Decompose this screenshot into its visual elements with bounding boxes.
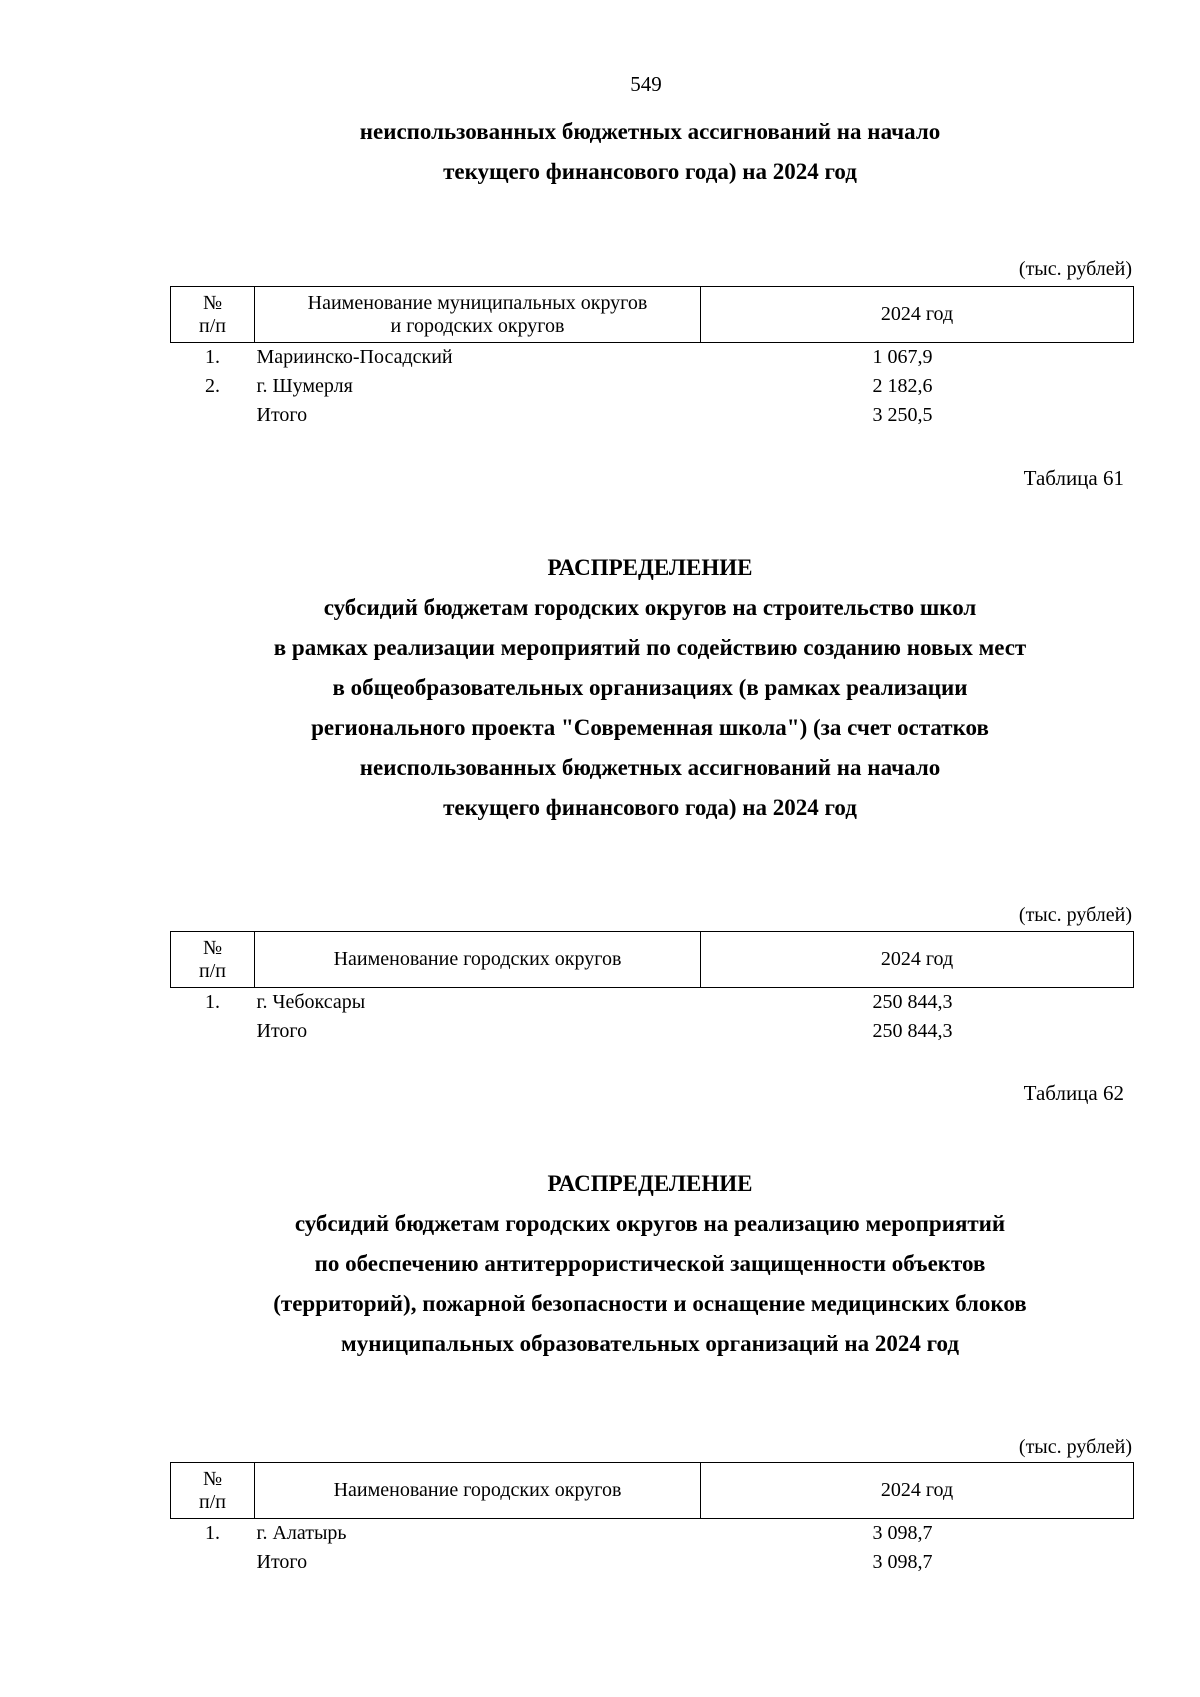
row-num: 1.	[205, 991, 220, 1013]
row-num: 2.	[205, 375, 220, 397]
table-row-total	[171, 1548, 1134, 1577]
heading-line: неиспользованных бюджетных ассигнований на начало	[359, 755, 941, 780]
row-value: 3 098,7	[872, 1551, 933, 1573]
row-num: 1.	[205, 346, 220, 368]
header-value: 2024 год	[701, 287, 1134, 343]
row-name: Мариинско-Посадский	[256, 346, 453, 368]
row-num	[171, 401, 255, 430]
heading-line: в рамках реализации мероприятий по содействию созданию новых мест	[273, 635, 1027, 660]
continued-heading	[150, 112, 1150, 192]
header-name: Наименование городских округов	[255, 932, 701, 988]
row-name: Итого	[256, 1551, 308, 1573]
heading-line: неиспользованных бюджетных ассигнований на начало	[359, 119, 941, 144]
header-name: Наименование муниципальных округов и городских округов	[255, 287, 701, 343]
page-number: 549	[630, 72, 662, 96]
table-a	[170, 286, 1134, 430]
table-header-row	[171, 932, 1134, 988]
section-heading	[150, 1164, 1150, 1364]
heading-line: регионального проекта "Современная школа") (за счет остатков	[311, 715, 989, 740]
row-num	[171, 1548, 255, 1577]
row-num	[171, 1017, 255, 1046]
heading-line: субсидий бюджетам городских округов на строительство школ	[323, 595, 977, 620]
table-label: Таблица 61	[1023, 466, 1124, 490]
units-label: (тыс. рублей)	[1018, 258, 1132, 280]
header-num: № п/п	[171, 1463, 255, 1519]
row-value: 1 067,9	[872, 346, 933, 368]
heading-line: в общеобразовательных организациях (в рамках реализации	[332, 675, 968, 700]
heading-title: РАСПРЕДЕЛЕНИЕ	[547, 555, 753, 580]
heading-line: (территорий), пожарной безопасности и оснащение медицинских блоков	[273, 1291, 1027, 1316]
table-61	[170, 931, 1134, 1046]
heading-line: текущего финансового года) на 2024 год	[443, 159, 857, 184]
header-value: 2024 год	[701, 1463, 1134, 1519]
table-row	[171, 343, 1134, 373]
header-num: № п/п	[171, 932, 255, 988]
row-name: г. Алатырь	[256, 1522, 347, 1544]
heading-line: по обеспечению антитеррористической защищенности объектов	[314, 1251, 986, 1276]
table-62	[170, 1462, 1134, 1577]
table-header-row	[171, 1463, 1134, 1519]
header-name: Наименование городских округов	[255, 1463, 701, 1519]
units-label: (тыс. рублей)	[1018, 904, 1132, 926]
row-value: 3 098,7	[872, 1522, 933, 1544]
table-label: Таблица 62	[1023, 1081, 1124, 1105]
table-row	[171, 372, 1134, 401]
row-value: 3 250,5	[872, 404, 933, 426]
row-name: г. Шумерля	[256, 375, 353, 397]
table-row-total	[171, 1017, 1134, 1046]
heading-line: муниципальных образовательных организаций на 2024 год	[341, 1331, 959, 1356]
units-label: (тыс. рублей)	[1018, 1436, 1132, 1458]
row-num: 1.	[205, 1522, 220, 1544]
heading-line: субсидий бюджетам городских округов на реализацию мероприятий	[294, 1211, 1006, 1236]
heading-title: РАСПРЕДЕЛЕНИЕ	[547, 1171, 753, 1196]
row-name: Итого	[256, 1020, 308, 1042]
table-header-row	[171, 287, 1134, 343]
header-value: 2024 год	[701, 932, 1134, 988]
row-name: г. Чебоксары	[256, 991, 366, 1013]
header-num: № п/п	[171, 287, 255, 343]
row-value: 250 844,3	[872, 1020, 953, 1042]
table-row	[171, 988, 1134, 1018]
table-row	[171, 1519, 1134, 1549]
heading-line: текущего финансового года) на 2024 год	[443, 795, 857, 820]
row-value: 2 182,6	[872, 375, 933, 397]
row-name: Итого	[256, 404, 308, 426]
section-heading	[150, 548, 1150, 828]
row-value: 250 844,3	[872, 991, 953, 1013]
table-row-total	[171, 401, 1134, 430]
